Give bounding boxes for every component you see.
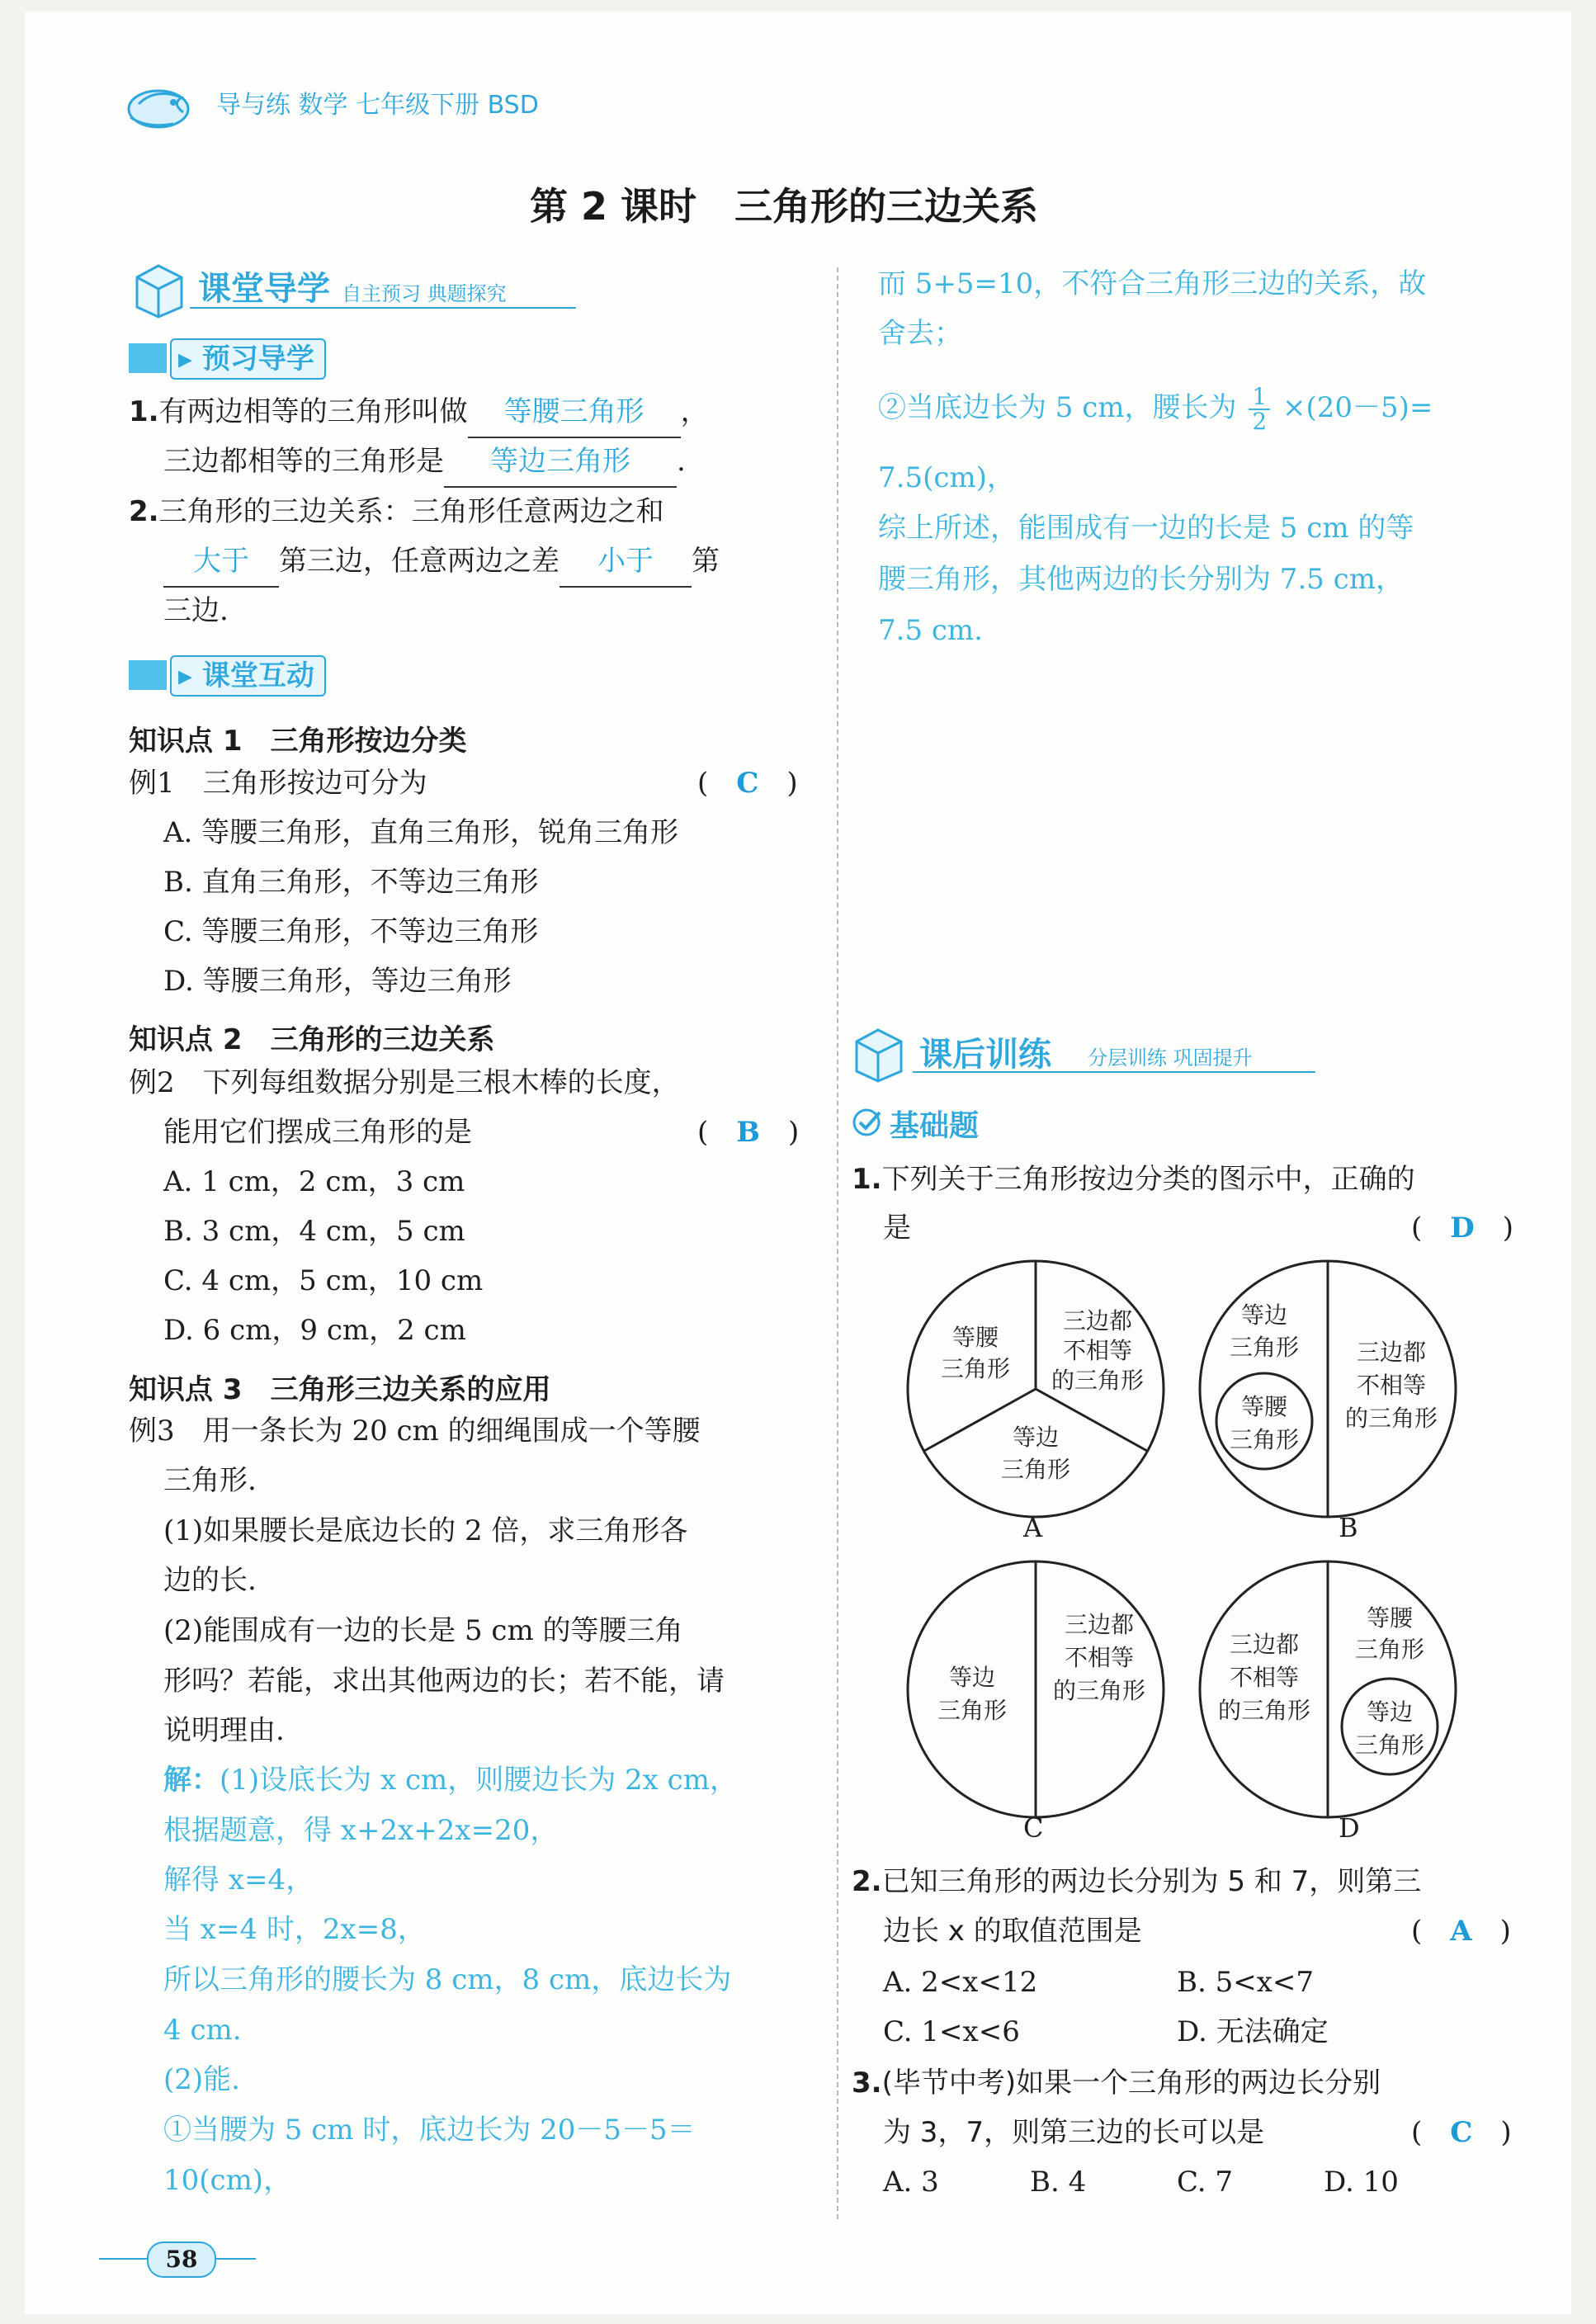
kp-label: 知识点 2 — [129, 1023, 243, 1056]
region-label: 等边 — [948, 1664, 996, 1691]
practice-q3-option-c: C. 7 — [1177, 2166, 1234, 2199]
question-text: 第三边，任意两边之差 — [279, 545, 560, 578]
question-text: 有两边相等的三角形叫做 — [158, 395, 468, 428]
example2-option-a: A. 1 cm，2 cm，3 cm — [163, 1165, 465, 1198]
example1-option-b: B. 直角三角形，不等边三角形 — [163, 866, 539, 899]
example-text: 用一条长为 20 cm 的细绳围成一个等腰 — [202, 1415, 701, 1448]
solution-line7: (2)能. — [163, 2063, 240, 2096]
question-text: . — [677, 445, 686, 478]
practice-q3-line2: 为 3，7，则第三边的长可以是 — [883, 2116, 1265, 2149]
solution-text: (1)设底长为 x cm，则腰边长为 2x cm， — [220, 1764, 738, 1797]
solution-line3: 解得 x=4， — [163, 1863, 314, 1897]
example1-answer: ( C ) — [697, 767, 798, 800]
region-label: 三边都 — [1064, 1611, 1135, 1638]
answer-letter: C — [736, 767, 759, 800]
example3-line7: 说明理由. — [163, 1714, 285, 1747]
example2-option-b: B. 3 cm，4 cm，5 cm — [163, 1215, 465, 1248]
question-text: 第 — [692, 545, 720, 578]
cont-line7: 7.5 cm. — [878, 614, 983, 647]
practice-q2-line1 — [852, 1857, 1421, 1906]
kp-title: 三角形的三边关系 — [270, 1023, 495, 1056]
solution-label: 解： — [163, 1764, 220, 1797]
section-main-title: 课后训练 — [919, 1036, 1051, 1074]
knowledge-point-3 — [129, 1367, 551, 1407]
pie-letter-b: B — [1339, 1512, 1358, 1543]
practice-q3-option-b: B. 4 — [1030, 2166, 1087, 2199]
example-label: 例1 — [129, 767, 175, 800]
example3-line6: 形吗？若能，求出其他两边的长；若不能，请 — [163, 1665, 725, 1698]
practice-q3-option-d: D. 10 — [1324, 2166, 1399, 2199]
region-label: 三角形 — [1000, 1456, 1071, 1483]
practice-q2-option-c: C. 1<x<6 — [883, 2015, 1020, 2048]
region-label: 三角形 — [1354, 1731, 1425, 1759]
example1-stem — [129, 758, 427, 808]
fraction — [1249, 385, 1270, 433]
practice-q2-option-d: D. 无法确定 — [1177, 2015, 1329, 2048]
answer-blank: 小于 — [560, 536, 692, 588]
solution-line6: 4 cm. — [163, 2014, 242, 2047]
example1-option-d: D. 等腰三角形，等边三角形 — [163, 965, 512, 998]
region-label: 三边都 — [1062, 1307, 1133, 1334]
region-label: 三角形 — [1229, 1334, 1300, 1361]
question-text: 三角形的三边关系：三角形任意两边之和 — [158, 495, 664, 528]
knowledge-point-1 — [129, 718, 467, 758]
pie-diagram-a — [900, 1253, 1172, 1525]
region-label: 三角形 — [940, 1355, 1011, 1382]
preview-q2-line1 — [129, 487, 664, 536]
region-label: 三角形 — [1354, 1636, 1425, 1663]
answer-letter: D — [1450, 1212, 1475, 1245]
region-label: 三边都 — [1229, 1631, 1300, 1658]
practice-q1-line1 — [852, 1155, 1415, 1204]
region-label: 的三角形 — [1217, 1697, 1311, 1724]
example3-line3: (1)如果腰长是底边长的 2 倍，求三角形各 — [163, 1514, 688, 1547]
example2-option-c: C. 4 cm，5 cm，10 cm — [163, 1264, 484, 1297]
region-label: 不相等 — [1356, 1372, 1427, 1399]
preview-q2-line2 — [163, 536, 720, 588]
pie-diagram-d — [1192, 1553, 1464, 1826]
solution-line5: 所以三角形的腰长为 8 cm，8 cm，底边长为 — [163, 1963, 732, 1996]
fraction-numerator: 1 — [1249, 385, 1270, 410]
kp-title: 三角形按边分类 — [270, 725, 467, 758]
example-text: 下列每组数据分别是三根木棒的长度， — [202, 1066, 680, 1099]
question-text: (毕节中考)如果一个三角形的两边长分别 — [881, 2067, 1381, 2100]
tab-interaction — [129, 655, 393, 697]
pie-diagram-c — [900, 1553, 1172, 1826]
tab-label: ▸ 预习导学 — [170, 338, 326, 380]
example2-stem2: 能用它们摆成三角形的是 — [163, 1116, 472, 1149]
answer-blank: 等边三角形 — [444, 437, 677, 488]
region-label: 不相等 — [1062, 1337, 1133, 1364]
pie-letter-a: A — [1023, 1512, 1043, 1543]
kp-title: 三角形三边关系的应用 — [270, 1373, 551, 1406]
region-label: 等边 — [1366, 1698, 1414, 1726]
check-icon — [852, 1106, 885, 1139]
bird-logo-icon — [122, 79, 198, 137]
answer-blank: 大于 — [163, 536, 279, 588]
cont-line2: 舍去； — [878, 317, 962, 350]
practice-q1-answer: ( D ) — [1411, 1212, 1514, 1245]
example3-line2: 三角形. — [163, 1464, 257, 1497]
page-number: 58 — [147, 2241, 216, 2278]
answer-letter: B — [736, 1116, 761, 1149]
region-label: 三角形 — [1229, 1426, 1300, 1453]
region-label: 等腰 — [1240, 1393, 1288, 1420]
question-number: 2. — [852, 1865, 882, 1898]
answer-letter: A — [1450, 1915, 1472, 1948]
section-subtitle: 分层训练 巩固提升 — [1088, 1046, 1253, 1070]
question-number: 3. — [852, 2067, 882, 2100]
basic-questions-heading: 基础题 — [890, 1109, 980, 1143]
question-number: 1. — [129, 395, 159, 428]
practice-q2-option-a: A. 2<x<12 — [883, 1966, 1038, 1999]
cont-line1: 而 5+5=10，不符合三角形三边的关系，故 — [878, 267, 1427, 300]
solution-line9: 10(cm)， — [163, 2164, 292, 2197]
region-label: 不相等 — [1064, 1644, 1135, 1671]
example-label: 例2 — [129, 1066, 175, 1099]
practice-q2-line2: 边长 x 的取值范围是 — [883, 1915, 1142, 1948]
column-divider — [837, 267, 838, 2219]
practice-q1-line2: 是 — [883, 1212, 911, 1245]
tab-block — [129, 660, 167, 690]
example-label: 例3 — [129, 1415, 175, 1448]
tab-text: 课堂互动 — [201, 659, 314, 692]
solution-line4: 当 x=4 时，2x=8， — [163, 1913, 426, 1946]
fraction-denominator: 2 — [1252, 408, 1268, 435]
question-text: 三边都相等的三角形是 — [163, 445, 444, 478]
tab-text: 预习导学 — [201, 342, 314, 376]
example2-option-d: D. 6 cm，9 cm，2 cm — [163, 1314, 466, 1347]
question-text: ， — [680, 395, 709, 428]
question-text: 下列关于三角形按边分类的图示中，正确的 — [881, 1163, 1415, 1196]
example-text: 三角形按边可分为 — [202, 767, 427, 800]
preview-q1-line1 — [129, 387, 709, 438]
practice-q3-option-a: A. 3 — [883, 2166, 939, 2199]
solution-text: ×(20－5)= — [1282, 391, 1433, 424]
pie-diagram-b — [1192, 1253, 1464, 1525]
knowledge-point-2 — [129, 1017, 495, 1057]
page — [25, 12, 1571, 2314]
section-underline — [913, 1071, 1315, 1073]
solution-line1 — [163, 1755, 738, 1805]
tab-block — [129, 343, 167, 373]
region-label: 等边 — [1012, 1424, 1060, 1451]
region-label: 不相等 — [1229, 1664, 1300, 1691]
question-number: 1. — [852, 1163, 882, 1196]
practice-q2-answer: ( A ) — [1411, 1915, 1511, 1948]
cube-icon — [130, 261, 188, 320]
question-text: 已知三角形的两边长分别为 5 和 7，则第三 — [881, 1865, 1422, 1898]
practice-q3-answer: ( C ) — [1411, 2116, 1512, 2149]
cont-line6: 腰三角形，其他两边的长分别为 7.5 cm， — [878, 563, 1404, 596]
question-number: 2. — [129, 495, 159, 528]
preview-q1-line2 — [163, 437, 686, 488]
kp-label: 知识点 3 — [129, 1373, 243, 1406]
section-main-title: 课堂导学 — [198, 270, 330, 308]
practice-q2-option-b: B. 5<x<7 — [1177, 1966, 1315, 1999]
example1-option-a: A. 等腰三角形，直角三角形，锐角三角形 — [163, 816, 679, 849]
page-title: 第 2 课时 三角形的三边关系 — [530, 184, 1039, 229]
kp-label: 知识点 1 — [129, 725, 243, 758]
tab-preview — [129, 338, 393, 380]
pie-letter-c: C — [1023, 1812, 1044, 1844]
example2-answer: ( B ) — [697, 1116, 800, 1149]
cont-line4: 7.5(cm)， — [878, 461, 1015, 494]
cont-line5: 综上所述，能围成有一边的长是 5 cm 的等 — [878, 512, 1414, 545]
cube-icon — [850, 1025, 909, 1084]
region-label: 等腰 — [951, 1324, 999, 1351]
region-label: 的三角形 — [1051, 1367, 1145, 1394]
section-underline — [190, 307, 576, 309]
region-label: 的三角形 — [1344, 1405, 1438, 1432]
example3-line5: (2)能围成有一边的长是 5 cm 的等腰三角 — [163, 1614, 683, 1647]
region-label: 等边 — [1240, 1301, 1288, 1329]
practice-q3-line1 — [852, 2058, 1381, 2108]
region-label: 三边都 — [1356, 1339, 1427, 1366]
example1-option-c: C. 等腰三角形，不等边三角形 — [163, 915, 539, 948]
section-subtitle: 自主预习 典题探究 — [342, 282, 507, 305]
region-label: 的三角形 — [1052, 1677, 1146, 1704]
pie-letter-d: D — [1339, 1812, 1360, 1844]
region-label: 等腰 — [1366, 1604, 1414, 1632]
answer-blank: 等腰三角形 — [468, 387, 681, 438]
example3-line4: 边的长. — [163, 1564, 257, 1597]
cont-line3 — [878, 383, 1433, 433]
answer-letter: C — [1450, 2116, 1473, 2149]
example3-line1 — [129, 1406, 701, 1456]
solution-line2: 根据题意，得 x+2x+2x=20， — [163, 1814, 559, 1847]
tab-label: ▸ 课堂互动 — [170, 655, 326, 697]
series-header: 导与练 数学 七年级下册 BSD — [216, 91, 539, 120]
solution-text: ②当底边长为 5 cm，腰长为 — [878, 391, 1237, 424]
preview-q2-line3: 三边. — [163, 594, 229, 627]
region-label: 三角形 — [937, 1697, 1008, 1724]
solution-line8: ①当腰为 5 cm 时，底边长为 20－5－5＝ — [163, 2114, 696, 2147]
example2-stem1 — [129, 1058, 680, 1108]
